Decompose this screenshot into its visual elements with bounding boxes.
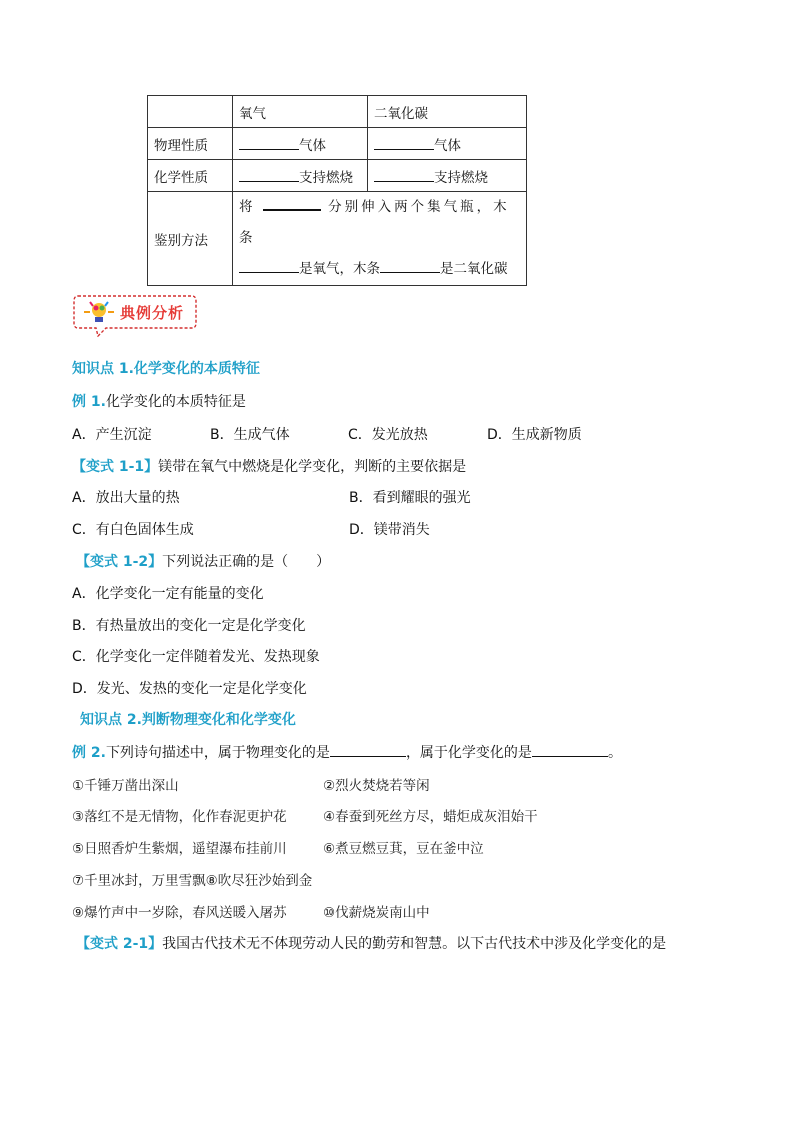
poem-1: ①千锤万凿出深山 <box>72 778 179 794</box>
poem-3: ③落红不是无情物，化作春泥更护花 <box>72 809 287 825</box>
answer-blank[interactable] <box>239 169 299 182</box>
cell-identify-method <box>233 192 527 286</box>
option-a[interactable]: A．产生沉淀 <box>72 427 152 443</box>
properties-table <box>147 95 527 286</box>
cell-o2-physical <box>233 128 368 160</box>
answer-blank[interactable] <box>374 137 434 150</box>
question-text: 镁带在氧气中燃烧是化学变化，判断的主要依据是 <box>158 459 467 475</box>
answer-blank[interactable] <box>263 197 321 211</box>
variant-label: 【变式 1-1】 <box>72 459 159 475</box>
cell-text: 分别伸入两个集气瓶，木条 <box>239 199 510 246</box>
poem-7-8: ⑦千里冰封，万里雪飘⑧吹尽狂沙始到金 <box>72 873 313 889</box>
poem-9: ⑨爆竹声中一岁除，春风送暖入屠苏 <box>72 905 287 921</box>
option-b[interactable]: B．生成气体 <box>210 427 290 443</box>
option-d[interactable]: D．发光、发热的变化一定是化学变化 <box>72 681 307 697</box>
poem-5: ⑤日照香炉生紫烟，遥望瀑布挂前川 <box>72 841 287 857</box>
cell-text: 气体 <box>299 137 326 154</box>
cell-text: 气体 <box>434 137 461 154</box>
example-label: 例 1. <box>72 394 106 410</box>
poem-2: ②烈火焚烧若等闲 <box>323 778 430 794</box>
option-d[interactable]: D．生成新物质 <box>487 427 582 443</box>
question-text: 下列诗句描述中，属于物理变化的是 <box>105 745 330 761</box>
table-corner-cell <box>148 96 233 128</box>
option-a[interactable]: A．化学变化一定有能量的变化 <box>72 586 264 602</box>
table-header-oxygen: 氧气 <box>233 96 368 128</box>
question-text: 。 <box>607 745 622 761</box>
poem-6: ⑥煮豆燃豆萁，豆在釜中泣 <box>323 841 484 857</box>
cell-co2-chemical <box>368 160 527 192</box>
question-text: 下列说法正确的是（ ） <box>162 554 331 570</box>
cell-o2-chemical <box>233 160 368 192</box>
option-a[interactable]: A．放出大量的热 <box>72 490 180 506</box>
option-b[interactable]: B．看到耀眼的强光 <box>349 490 471 506</box>
cell-text: 支持燃烧 <box>434 169 488 186</box>
answer-blank[interactable] <box>380 260 440 273</box>
example-1 <box>72 391 246 411</box>
question-text: 化学变化的本质特征是 <box>105 394 246 410</box>
answer-blank[interactable] <box>239 260 299 273</box>
cell-text: 支持燃烧 <box>299 169 353 186</box>
cell-text: 是二氧化碳 <box>440 261 508 277</box>
row-label-physical: 物理性质 <box>148 128 233 160</box>
row-label-identify: 鉴别方法 <box>148 192 233 286</box>
answer-blank[interactable] <box>374 169 434 182</box>
answer-blank[interactable] <box>239 137 299 150</box>
variant-2-1 <box>76 933 666 953</box>
poem-10: ⑩伐薪烧炭南山中 <box>323 905 430 921</box>
variant-1-2 <box>76 551 330 571</box>
knowledge-point-1-title: 知识点 1.化学变化的本质特征 <box>72 361 260 377</box>
option-c[interactable]: C．有白色固体生成 <box>72 522 194 538</box>
badge-label: 典例分析 <box>120 304 185 322</box>
variant-label: 【变式 1-2】 <box>76 554 163 570</box>
example-label: 例 2. <box>72 745 106 761</box>
table-header-co2: 二氧化碳 <box>368 96 527 128</box>
question-text: 我国古代技术无不体现劳动人民的勤劳和智慧。以下古代技术中涉及化学变化的是 <box>162 936 667 952</box>
option-d[interactable]: D．镁带消失 <box>349 522 430 538</box>
knowledge-point-2-title: 知识点 2.判断物理变化和化学变化 <box>80 712 296 728</box>
variant-label: 【变式 2-1】 <box>76 936 163 952</box>
cell-text: 将 <box>239 199 256 215</box>
example-2 <box>72 742 622 762</box>
option-b[interactable]: B．有热量放出的变化一定是化学变化 <box>72 618 306 634</box>
answer-blank[interactable] <box>330 744 406 757</box>
lightbulb-icon <box>82 299 116 325</box>
question-text: ，属于化学变化的是 <box>405 745 532 761</box>
row-label-chemical: 化学性质 <box>148 160 233 192</box>
variant-1-1 <box>72 456 466 476</box>
section-badge <box>72 293 198 333</box>
poem-4: ④春蚕到死丝方尽，蜡炬成灰泪始干 <box>323 809 538 825</box>
cell-co2-physical <box>368 128 527 160</box>
option-c[interactable]: C．化学变化一定伴随着发光、发热现象 <box>72 649 320 665</box>
answer-blank[interactable] <box>532 744 608 757</box>
option-c[interactable]: C．发光放热 <box>348 427 428 443</box>
cell-text: 是氧气，木条 <box>299 261 380 277</box>
